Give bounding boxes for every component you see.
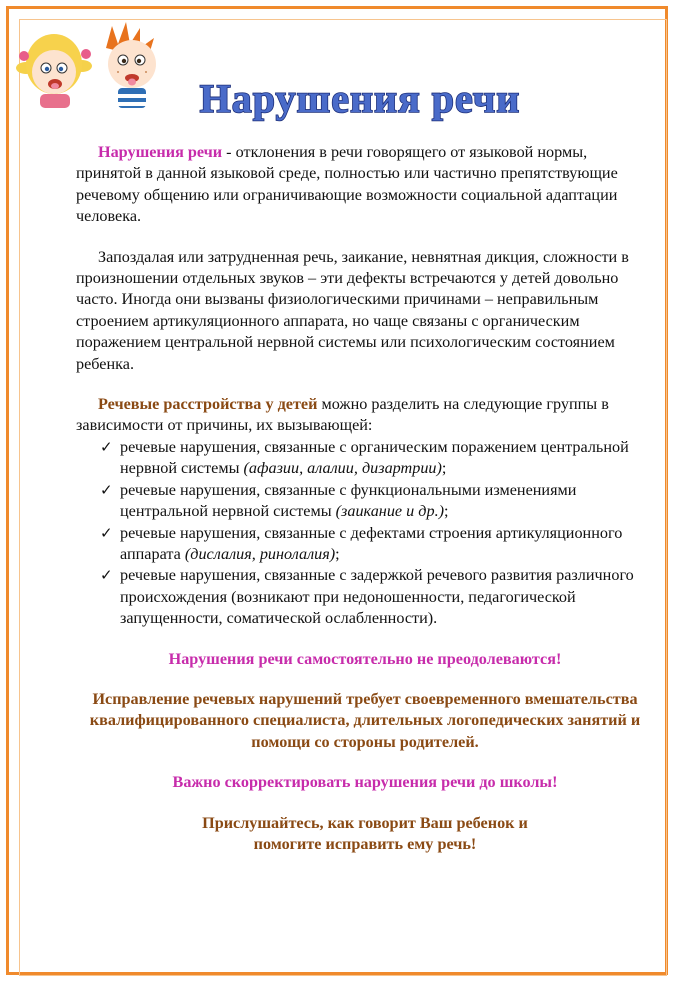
list-item: ✓ речевые нарушения, связанные с дефектами строения артикуляционного аппарата (дислалия, ринолалия); <box>100 523 623 563</box>
causes-paragraph: Запоздалая или затрудненная речь, заикание, невнятная дикция, сложности в произношении отдельных звуков – эти дефекты встречаются у детей довольно часто. Иногда они вызваны физиологическими причинами – неправильным строением артикуляционного аппарата, но чаще связаны с органическим поражением центральной нервной системы или психологическим состоянием ребенка. <box>76 247 629 373</box>
definition-term: Нарушения речи <box>98 143 223 161</box>
checkmark-icon: ✓ <box>100 480 113 499</box>
checkmark-icon: ✓ <box>100 437 113 456</box>
disorder-groups-list <box>76 437 654 630</box>
checkmark-icon: ✓ <box>100 566 113 585</box>
statement-listen-line2: помогите исправить ему речь! <box>253 834 477 853</box>
list-item: ✓ речевые нарушения, связанные с органическим поражением центральной нервной системы (афазии, алалии, дизартрии); <box>100 437 629 478</box>
list-item: ✓ речевые нарушения, связанные с функциональными изменениями центральной нервной системы (заикание и др.); <box>100 480 577 521</box>
statement-before-school: Важно скорректировать нарушения речи до школы! <box>172 773 558 792</box>
girl-figure <box>16 34 92 108</box>
main-content <box>76 142 654 855</box>
definition-paragraph <box>76 142 654 228</box>
statement-not-self-resolving: Нарушения речи самостоятельно не преодолеваются! <box>168 649 562 668</box>
definition-text: - отклонения в речи говорящего от языковой нормы, принятой в данной языковой среде, полностью или частично препятствующие речевому общению или ограничивающие возможности социальной адаптации человека. <box>76 143 618 226</box>
boy-figure <box>106 22 156 108</box>
groups-intro-paragraph <box>76 394 654 437</box>
list-item: ✓ речевые нарушения, связанные с задержкой речевого развития различного происхождения (возникают при недоношенности, педагогической запущенности, соматической ослабленности). <box>100 566 634 628</box>
groups-intro-text: можно разделить на следующие группы в зависимости от причины, их вызывающей: <box>76 395 609 435</box>
groups-term: Речевые расстройства у детей <box>98 395 318 414</box>
statement-listen-line1: Прислушайтесь, как говорит Ваш ребенок и <box>202 813 528 832</box>
children-illustration <box>14 18 174 110</box>
page-title <box>160 68 560 128</box>
statement-specialist-help: Исправление речевых нарушений требует своевременного вмешательства квалифицированного специалиста, длительных логопедических занятий и помощи со стороны родителей. <box>89 689 641 751</box>
title-text: Нарушения речи <box>199 76 521 121</box>
checkmark-icon: ✓ <box>100 523 113 542</box>
